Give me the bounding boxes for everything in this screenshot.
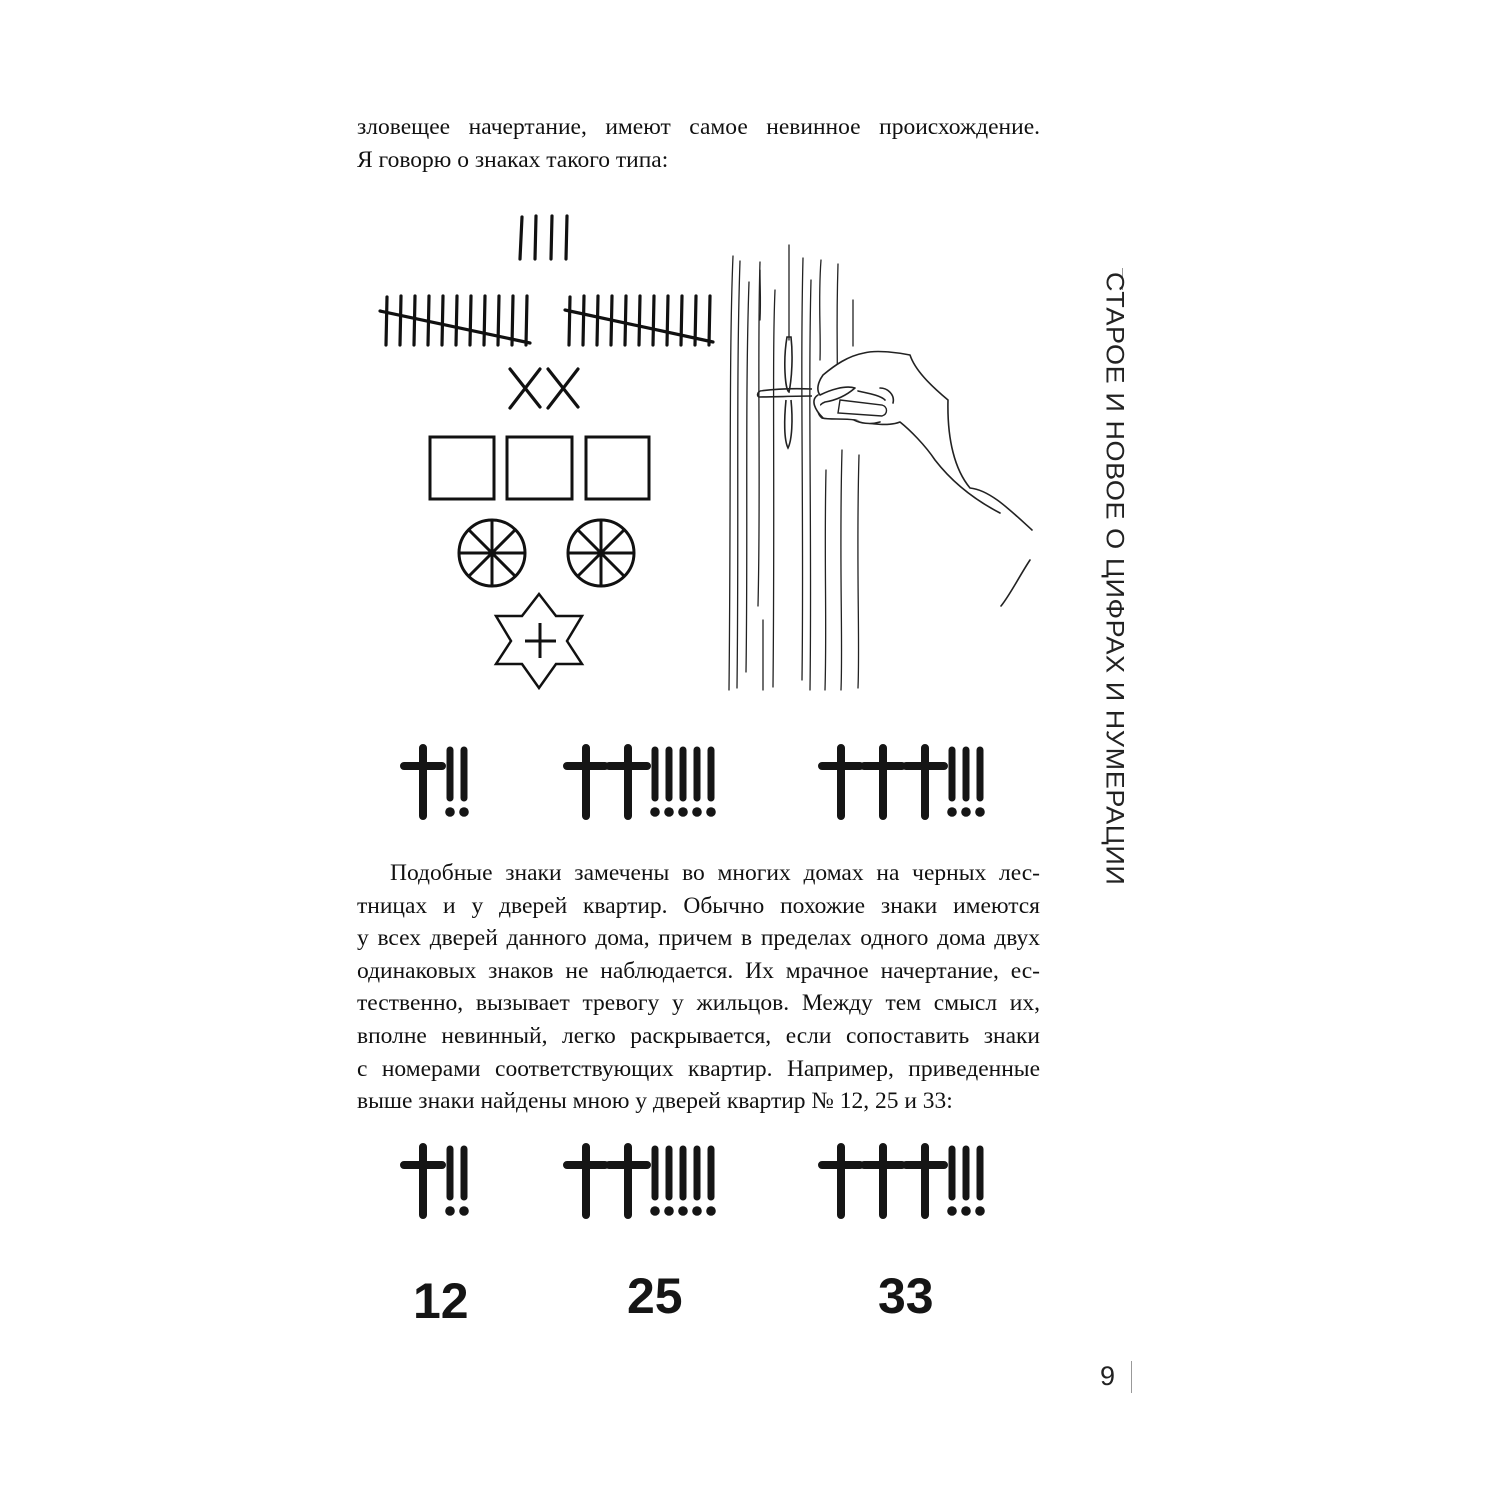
exclamation-dot [961,1206,971,1216]
cross-mark [404,1147,442,1215]
body-line: выше знаки найдены мною у дверей квартир № 12, 25 и 33: [357,1088,953,1115]
body-line: Подобные знаки замечены во многих домах на черных лес- [390,860,1040,886]
page-number: 9 [1100,1361,1116,1391]
chapter-title: СТАРОЕ И НОВОЕ О ЦИФРАХ И НУМЕРАЦИИ [1100,272,1129,886]
body-line: вполне невинный, легко раскрывается, если сопоставить знаки [357,1022,1040,1049]
exclamation-dot [947,1206,957,1216]
apartment-sign [404,1147,469,1216]
body-line: одинаковых знаков не наблюдается. Их мрачное начертание, ес- [357,957,1040,984]
exclamation-dot [445,1206,455,1216]
apartment-number: 12 [413,1273,469,1329]
body-paragraph [357,857,1040,1118]
cross-mark [822,1147,860,1215]
chapter-title-sidebar [1100,272,1136,886]
intro-line: зловещее начертание, имеют самое невинное происхождение. [357,114,1040,140]
cross-mark [567,1147,605,1215]
cross-mark [906,1147,944,1215]
exclamation-dot [650,1206,660,1216]
page-number-rule [1131,1361,1132,1393]
exclamation-dot [459,1206,469,1216]
exclamation-dot [692,1206,702,1216]
body-line: у всех дверей данного дома, причем в пределах одного дома двух [357,925,1040,952]
apartment-number: 25 [627,1268,683,1324]
body-line: тницах и у дверей квартир. Обычно похожие знаки имеются [357,892,1040,919]
body-line: с номерами соответствующих квартир. Например, приведенные [357,1055,1040,1082]
intro-line: Я говорю о знаках такого типа: [357,146,669,173]
exclamation-dot [664,1206,674,1216]
body-line: тественно, вызывает тревогу у жильцов. Между тем смысл их, [357,990,1040,1017]
exclamation-dot [706,1206,716,1216]
exclamation-dot [975,1206,985,1216]
apartment-number: 33 [878,1268,934,1324]
apartment-sign [822,1147,985,1216]
cross-mark [864,1147,902,1215]
cross-mark [609,1147,647,1215]
exclamation-dot [678,1206,688,1216]
apartment-sign [567,1147,716,1216]
